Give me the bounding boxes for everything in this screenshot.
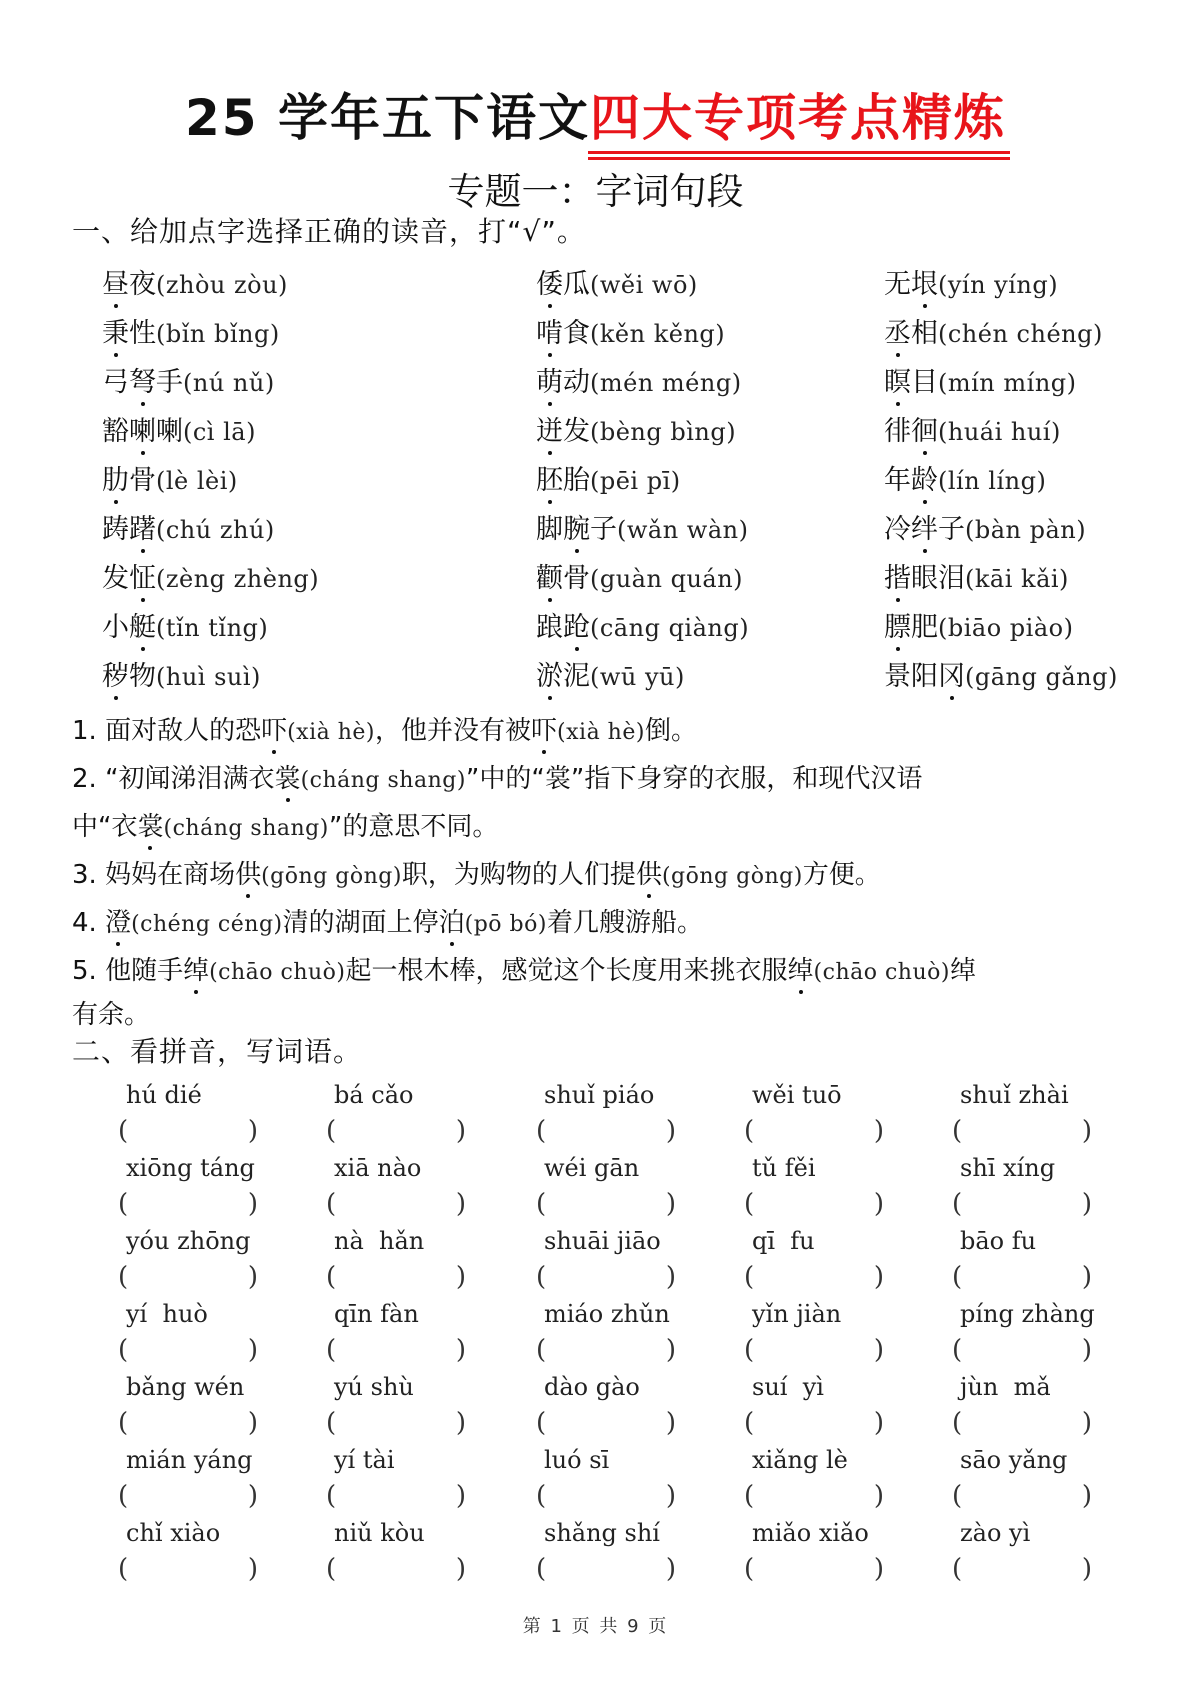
- pinyin-prompt: dào gào: [544, 1373, 640, 1401]
- blank-open-paren: (: [952, 1335, 963, 1365]
- pinyin-options[interactable]: (biāo piào): [938, 614, 1074, 642]
- word-part: 眼泪: [911, 563, 965, 594]
- pinyin-options[interactable]: (tǐn tǐng): [156, 614, 269, 642]
- pinyin-prompt: xiōng táng: [126, 1154, 255, 1182]
- pinyin-prompt: yóu zhōng: [126, 1227, 251, 1255]
- pronunciation-item: [102, 317, 280, 351]
- pinyin-prompt: jùn mǎ: [960, 1373, 1051, 1401]
- pinyin-options[interactable]: (wū yū): [590, 663, 685, 691]
- pinyin-prompt: bǎng wén: [126, 1373, 245, 1401]
- word-part: 物: [129, 661, 156, 692]
- pinyin-options[interactable]: (mín míng): [938, 369, 1077, 397]
- pinyin-options[interactable]: (nú nǔ): [183, 369, 275, 397]
- pinyin-prompt: shuǐ zhài: [960, 1081, 1069, 1109]
- dotted-character: 昼: [102, 269, 129, 300]
- blank-open-paren: (: [118, 1189, 129, 1219]
- pinyin-options[interactable]: (kěn kěng): [590, 320, 726, 348]
- word-part: 徘: [884, 416, 911, 447]
- pinyin-prompt: yǐn jiàn: [752, 1300, 842, 1328]
- pinyin-options[interactable]: (gāng gǎng): [965, 663, 1118, 691]
- blank-close-paren: ): [455, 1116, 466, 1146]
- pinyin-options[interactable]: (pō bó): [464, 912, 547, 937]
- word-part: 瓜: [563, 269, 590, 300]
- dotted-character: 胚: [536, 465, 563, 496]
- pronunciation-item: [884, 611, 1073, 645]
- blank-close-paren: ): [873, 1189, 884, 1219]
- blank-open-paren: (: [952, 1481, 963, 1511]
- dotted-character: 绊: [911, 514, 938, 545]
- pinyin-prompt: píng zhàng: [960, 1300, 1095, 1328]
- blank-close-paren: ): [873, 1335, 884, 1365]
- blank-open-paren: (: [118, 1335, 129, 1365]
- word-part: 子: [590, 514, 617, 545]
- blank-close-paren: ): [873, 1554, 884, 1584]
- dotted-character: 怔: [129, 563, 156, 594]
- pinyin-prompt: xiǎng lè: [752, 1446, 848, 1474]
- pronunciation-item: [884, 268, 1058, 302]
- pronunciation-item: [884, 660, 1118, 694]
- word-part: 夜: [129, 269, 156, 300]
- blank-close-paren: ): [1081, 1262, 1092, 1292]
- sentence-text: 方便。: [802, 860, 881, 890]
- dotted-character: 冈: [938, 661, 965, 692]
- pronunciation-item: [102, 562, 319, 596]
- blank-open-paren: (: [326, 1335, 337, 1365]
- blank-open-paren: (: [744, 1335, 755, 1365]
- sentence-text: 着几艘游船。: [546, 908, 703, 938]
- dotted-character: 泊: [438, 908, 465, 938]
- dotted-character: 弩: [129, 367, 156, 398]
- pronunciation-item: [102, 464, 238, 498]
- word-part: 无: [884, 269, 911, 300]
- title-black-part: 25 学年五下语文: [185, 89, 590, 147]
- pinyin-prompt: qī fu: [752, 1227, 815, 1255]
- blank-close-paren: ): [665, 1481, 676, 1511]
- dotted-character: 垠: [911, 269, 938, 300]
- pinyin-options[interactable]: (wǎn wàn): [617, 516, 749, 544]
- blank-close-paren: ): [873, 1481, 884, 1511]
- dotted-character: 膘: [884, 612, 911, 643]
- blank-open-paren: (: [536, 1335, 547, 1365]
- pinyin-prompt: shǎng shí: [544, 1519, 660, 1547]
- sentence-text: 4.: [72, 908, 106, 938]
- pronunciation-item: [536, 464, 681, 498]
- pinyin-prompt: luó sī: [544, 1446, 610, 1474]
- pinyin-options[interactable]: (chāo chuò): [209, 960, 346, 985]
- sentence-line: [72, 954, 1132, 990]
- blank-close-paren: ): [247, 1554, 258, 1584]
- pinyin-options[interactable]: (cháng shang): [300, 768, 466, 793]
- pronunciation-item: [102, 660, 261, 694]
- dotted-character: 喇: [129, 416, 156, 447]
- blank-close-paren: ): [455, 1189, 466, 1219]
- blank-close-paren: ): [665, 1408, 676, 1438]
- blank-open-paren: (: [326, 1116, 337, 1146]
- pronunciation-item: [102, 513, 275, 547]
- pinyin-prompt: chǐ xiào: [126, 1519, 221, 1547]
- dotted-character: 吓: [531, 716, 558, 746]
- blank-close-paren: ): [665, 1335, 676, 1365]
- pronunciation-item: [536, 317, 725, 351]
- sentence-text: 有余。: [72, 1000, 151, 1030]
- blank-close-paren: ): [247, 1335, 258, 1365]
- sentence-text: 绰: [949, 956, 976, 986]
- dotted-character: 揩: [884, 563, 911, 594]
- blank-close-paren: ): [455, 1481, 466, 1511]
- pinyin-options[interactable]: (lín líng): [938, 467, 1047, 495]
- blank-open-paren: (: [326, 1262, 337, 1292]
- pronunciation-item: [536, 513, 748, 547]
- pinyin-options[interactable]: (zhòu zòu): [156, 271, 288, 299]
- sentence-line: [72, 810, 1132, 846]
- sentence-line: [72, 906, 1132, 942]
- blank-open-paren: (: [744, 1554, 755, 1584]
- pinyin-options[interactable]: (huái huí): [938, 418, 1061, 446]
- pinyin-prompt: shī xíng: [960, 1154, 1056, 1182]
- pinyin-options[interactable]: (bàn pàn): [965, 516, 1087, 544]
- pinyin-options[interactable]: (chāo chuò): [813, 960, 950, 985]
- blank-open-paren: (: [536, 1481, 547, 1511]
- blank-open-paren: (: [118, 1554, 129, 1584]
- word-part: 冷: [884, 514, 911, 545]
- sentence-text: 3. 妈妈在商场: [72, 860, 236, 890]
- word-part: 手: [156, 367, 183, 398]
- word-part: 发: [102, 563, 129, 594]
- dotted-character: 裳: [137, 812, 164, 842]
- sentence-line: [72, 998, 1132, 1032]
- blank-open-paren: (: [952, 1116, 963, 1146]
- blank-close-paren: ): [1081, 1481, 1092, 1511]
- pronunciation-item: [884, 366, 1077, 400]
- sentence-text: ，他并没有被: [375, 716, 532, 746]
- blank-close-paren: ): [873, 1408, 884, 1438]
- dotted-character: 淤: [536, 661, 563, 692]
- sentence-text: 倒。: [644, 716, 697, 746]
- pronunciation-item: [884, 415, 1061, 449]
- sentence-text: ”中的“裳”指下身穿的衣服，和现代汉语: [465, 764, 923, 794]
- pinyin-prompt: wěi tuō: [752, 1081, 842, 1109]
- dotted-character: 丞: [884, 318, 911, 349]
- pronunciation-item: [536, 268, 698, 302]
- dotted-character: 躇: [129, 514, 156, 545]
- section1-heading: 一、给加点字选择正确的读音，打“√”。: [72, 215, 586, 248]
- pinyin-prompt: shuāi jiāo: [544, 1227, 661, 1255]
- blank-close-paren: ): [247, 1189, 258, 1219]
- pinyin-options[interactable]: (zèng zhèng): [156, 565, 320, 593]
- blank-close-paren: ): [1081, 1116, 1092, 1146]
- dotted-character: 秉: [102, 318, 129, 349]
- dotted-character: 迸: [536, 416, 563, 447]
- word-part: 脚: [536, 514, 563, 545]
- pronunciation-item: [102, 268, 288, 302]
- pinyin-prompt: bāo fu: [960, 1227, 1037, 1255]
- pinyin-options[interactable]: (pēi pī): [590, 467, 681, 495]
- section2-heading: 二、看拼音，写词语。: [72, 1035, 363, 1068]
- sentence-line: [72, 762, 1132, 798]
- word-part: 泥: [563, 661, 590, 692]
- document-title: [0, 88, 1191, 148]
- title-red-part: 四大专项考点精炼: [590, 89, 1006, 147]
- sentence-line: [72, 858, 1132, 894]
- word-part: 踉: [536, 612, 563, 643]
- pinyin-options[interactable]: (chú zhú): [156, 516, 275, 544]
- pinyin-prompt: nà hǎn: [334, 1227, 425, 1255]
- pinyin-prompt: hú dié: [126, 1081, 202, 1109]
- dotted-character: 徊: [911, 416, 938, 447]
- sentence-text: ”的意思不同。: [328, 812, 499, 842]
- blank-open-paren: (: [536, 1116, 547, 1146]
- blank-open-paren: (: [744, 1189, 755, 1219]
- pronunciation-item: [536, 366, 742, 400]
- pinyin-options[interactable]: (chén chéng): [938, 320, 1103, 348]
- word-part: 豁: [102, 416, 129, 447]
- blank-close-paren: ): [1081, 1554, 1092, 1584]
- blank-close-paren: ): [665, 1554, 676, 1584]
- pronunciation-item: [884, 464, 1046, 498]
- blank-open-paren: (: [326, 1554, 337, 1584]
- blank-open-paren: (: [326, 1189, 337, 1219]
- word-part: 食: [563, 318, 590, 349]
- blank-close-paren: ): [247, 1408, 258, 1438]
- blank-open-paren: (: [118, 1481, 129, 1511]
- document-subtitle: 专题一：字词句段: [447, 170, 744, 213]
- dotted-character: 供: [235, 860, 262, 890]
- blank-open-paren: (: [536, 1189, 547, 1219]
- word-part: 胎: [563, 465, 590, 496]
- pinyin-prompt: bá cǎo: [334, 1081, 414, 1109]
- blank-open-paren: (: [744, 1262, 755, 1292]
- blank-open-paren: (: [744, 1408, 755, 1438]
- pinyin-prompt: zào yì: [960, 1519, 1031, 1547]
- dotted-character: 吓: [261, 716, 288, 746]
- dotted-character: 腕: [563, 514, 590, 545]
- blank-open-paren: (: [744, 1481, 755, 1511]
- dotted-character: 啃: [536, 318, 563, 349]
- pinyin-options[interactable]: (cì lā): [183, 418, 256, 446]
- blank-open-paren: (: [326, 1481, 337, 1511]
- sentence-text: 1. 面对敌人的恐: [72, 716, 262, 746]
- blank-close-paren: ): [455, 1335, 466, 1365]
- blank-open-paren: (: [326, 1408, 337, 1438]
- blank-close-paren: ): [247, 1116, 258, 1146]
- word-part: 踌: [102, 514, 129, 545]
- pinyin-options[interactable]: (bèng bìng): [590, 418, 737, 446]
- pinyin-options[interactable]: (huì suì): [156, 663, 261, 691]
- word-part: 喇: [156, 416, 183, 447]
- pinyin-prompt: suí yì: [752, 1373, 824, 1401]
- sentence-text: 起一根木棒，感觉这个长度用来挑衣服: [345, 956, 788, 986]
- pronunciation-item: [102, 415, 256, 449]
- dotted-character: 萌: [536, 367, 563, 398]
- pinyin-prompt: shuǐ piáo: [544, 1081, 655, 1109]
- pinyin-options[interactable]: (xià hè): [557, 720, 645, 745]
- pronunciation-item: [884, 317, 1103, 351]
- sentence-text: 2. “初闻涕泪满衣: [72, 764, 275, 794]
- pronunciation-item: [884, 562, 1069, 596]
- pinyin-prompt: miáo zhǔn: [544, 1300, 670, 1328]
- pinyin-prompt: tǔ fěi: [752, 1154, 816, 1182]
- blank-open-paren: (: [536, 1262, 547, 1292]
- word-part: 动: [563, 367, 590, 398]
- pinyin-options[interactable]: (gōng gòng): [661, 864, 803, 889]
- pinyin-options[interactable]: (yín yíng): [938, 271, 1059, 299]
- word-part: 景阳: [884, 661, 938, 692]
- dotted-character: 肋: [102, 465, 129, 496]
- pinyin-prompt: niǔ kòu: [334, 1519, 425, 1547]
- pinyin-prompt: wéi gān: [544, 1154, 640, 1182]
- pinyin-prompt: yí tài: [334, 1446, 395, 1474]
- pronunciation-item: [102, 611, 268, 645]
- word-part: 目: [911, 367, 938, 398]
- blank-open-paren: (: [118, 1408, 129, 1438]
- pinyin-options[interactable]: (kāi kǎi): [965, 565, 1069, 593]
- pronunciation-item: [536, 562, 743, 596]
- blank-close-paren: ): [1081, 1335, 1092, 1365]
- blank-close-paren: ): [665, 1189, 676, 1219]
- blank-open-paren: (: [118, 1262, 129, 1292]
- blank-close-paren: ): [455, 1408, 466, 1438]
- dotted-character: 绰: [787, 956, 814, 986]
- blank-close-paren: ): [247, 1481, 258, 1511]
- pinyin-prompt: yí huò: [126, 1300, 208, 1328]
- word-part: 性: [129, 318, 156, 349]
- blank-open-paren: (: [952, 1189, 963, 1219]
- blank-open-paren: (: [952, 1554, 963, 1584]
- word-part: 发: [563, 416, 590, 447]
- word-part: 肥: [911, 612, 938, 643]
- pinyin-prompt: mián yáng: [126, 1446, 253, 1474]
- sentence-text: 职，为购物的人们提: [401, 860, 636, 890]
- blank-close-paren: ): [873, 1262, 884, 1292]
- blank-open-paren: (: [952, 1262, 963, 1292]
- blank-open-paren: (: [536, 1408, 547, 1438]
- blank-close-paren: ): [873, 1116, 884, 1146]
- sentence-text: 5. 他随手: [72, 956, 184, 986]
- blank-close-paren: ): [455, 1554, 466, 1584]
- word-part: 骨: [563, 563, 590, 594]
- pinyin-options[interactable]: (cāng qiàng): [590, 614, 750, 642]
- pinyin-prompt: miǎo xiǎo: [752, 1519, 869, 1547]
- blank-close-paren: ): [455, 1262, 466, 1292]
- pinyin-options[interactable]: (chéng céng): [131, 912, 283, 937]
- word-part: 小: [102, 612, 129, 643]
- word-part: 骨: [129, 465, 156, 496]
- pinyin-prompt: qīn fàn: [334, 1300, 419, 1328]
- pinyin-options[interactable]: (lè lèi): [156, 467, 238, 495]
- blank-open-paren: (: [952, 1408, 963, 1438]
- blank-open-paren: (: [118, 1116, 129, 1146]
- blank-open-paren: (: [536, 1554, 547, 1584]
- dotted-character: 跄: [563, 612, 590, 643]
- blank-close-paren: ): [1081, 1408, 1092, 1438]
- dotted-character: 绰: [183, 956, 210, 986]
- dotted-character: 澄: [105, 908, 132, 938]
- word-part: 子: [938, 514, 965, 545]
- pinyin-options[interactable]: (guàn quán): [590, 565, 744, 593]
- sentence-text: 清的湖面上停: [282, 908, 439, 938]
- pinyin-options[interactable]: (gōng gòng): [261, 864, 402, 889]
- pinyin-prompt: yú shù: [334, 1373, 414, 1401]
- dotted-character: 颧: [536, 563, 563, 594]
- word-part: 年: [884, 465, 911, 496]
- dotted-character: 龄: [911, 465, 938, 496]
- pronunciation-item: [536, 660, 685, 694]
- blank-close-paren: ): [665, 1262, 676, 1292]
- blank-close-paren: ): [247, 1262, 258, 1292]
- dotted-character: 艇: [129, 612, 156, 643]
- pinyin-options[interactable]: (wěi wō): [590, 271, 698, 299]
- pinyin-options[interactable]: (mén méng): [590, 369, 742, 397]
- blank-close-paren: ): [665, 1116, 676, 1146]
- pinyin-prompt: xiā nào: [334, 1154, 422, 1182]
- word-part: 相: [911, 318, 938, 349]
- pronunciation-item: [536, 415, 736, 449]
- dotted-character: 倭: [536, 269, 563, 300]
- dotted-character: 瞑: [884, 367, 911, 398]
- blank-open-paren: (: [744, 1116, 755, 1146]
- sentence-line: [72, 714, 1132, 750]
- pronunciation-item: [536, 611, 749, 645]
- dotted-character: 供: [635, 860, 662, 890]
- sentence-text: 中“衣: [72, 812, 138, 842]
- dotted-character: 秽: [102, 661, 129, 692]
- pinyin-prompt: sāo yǎng: [960, 1446, 1068, 1474]
- pinyin-options[interactable]: (bǐn bǐng): [156, 320, 280, 348]
- pronunciation-item: [102, 366, 275, 400]
- word-part: 弓: [102, 367, 129, 398]
- pinyin-options[interactable]: (xià hè): [287, 720, 376, 745]
- pronunciation-item: [884, 513, 1086, 547]
- pinyin-options[interactable]: (cháng shang): [163, 816, 329, 841]
- blank-close-paren: ): [1081, 1189, 1092, 1219]
- dotted-character: 裳: [274, 764, 301, 794]
- page-number: 第 1 页 共 9 页: [522, 1616, 669, 1637]
